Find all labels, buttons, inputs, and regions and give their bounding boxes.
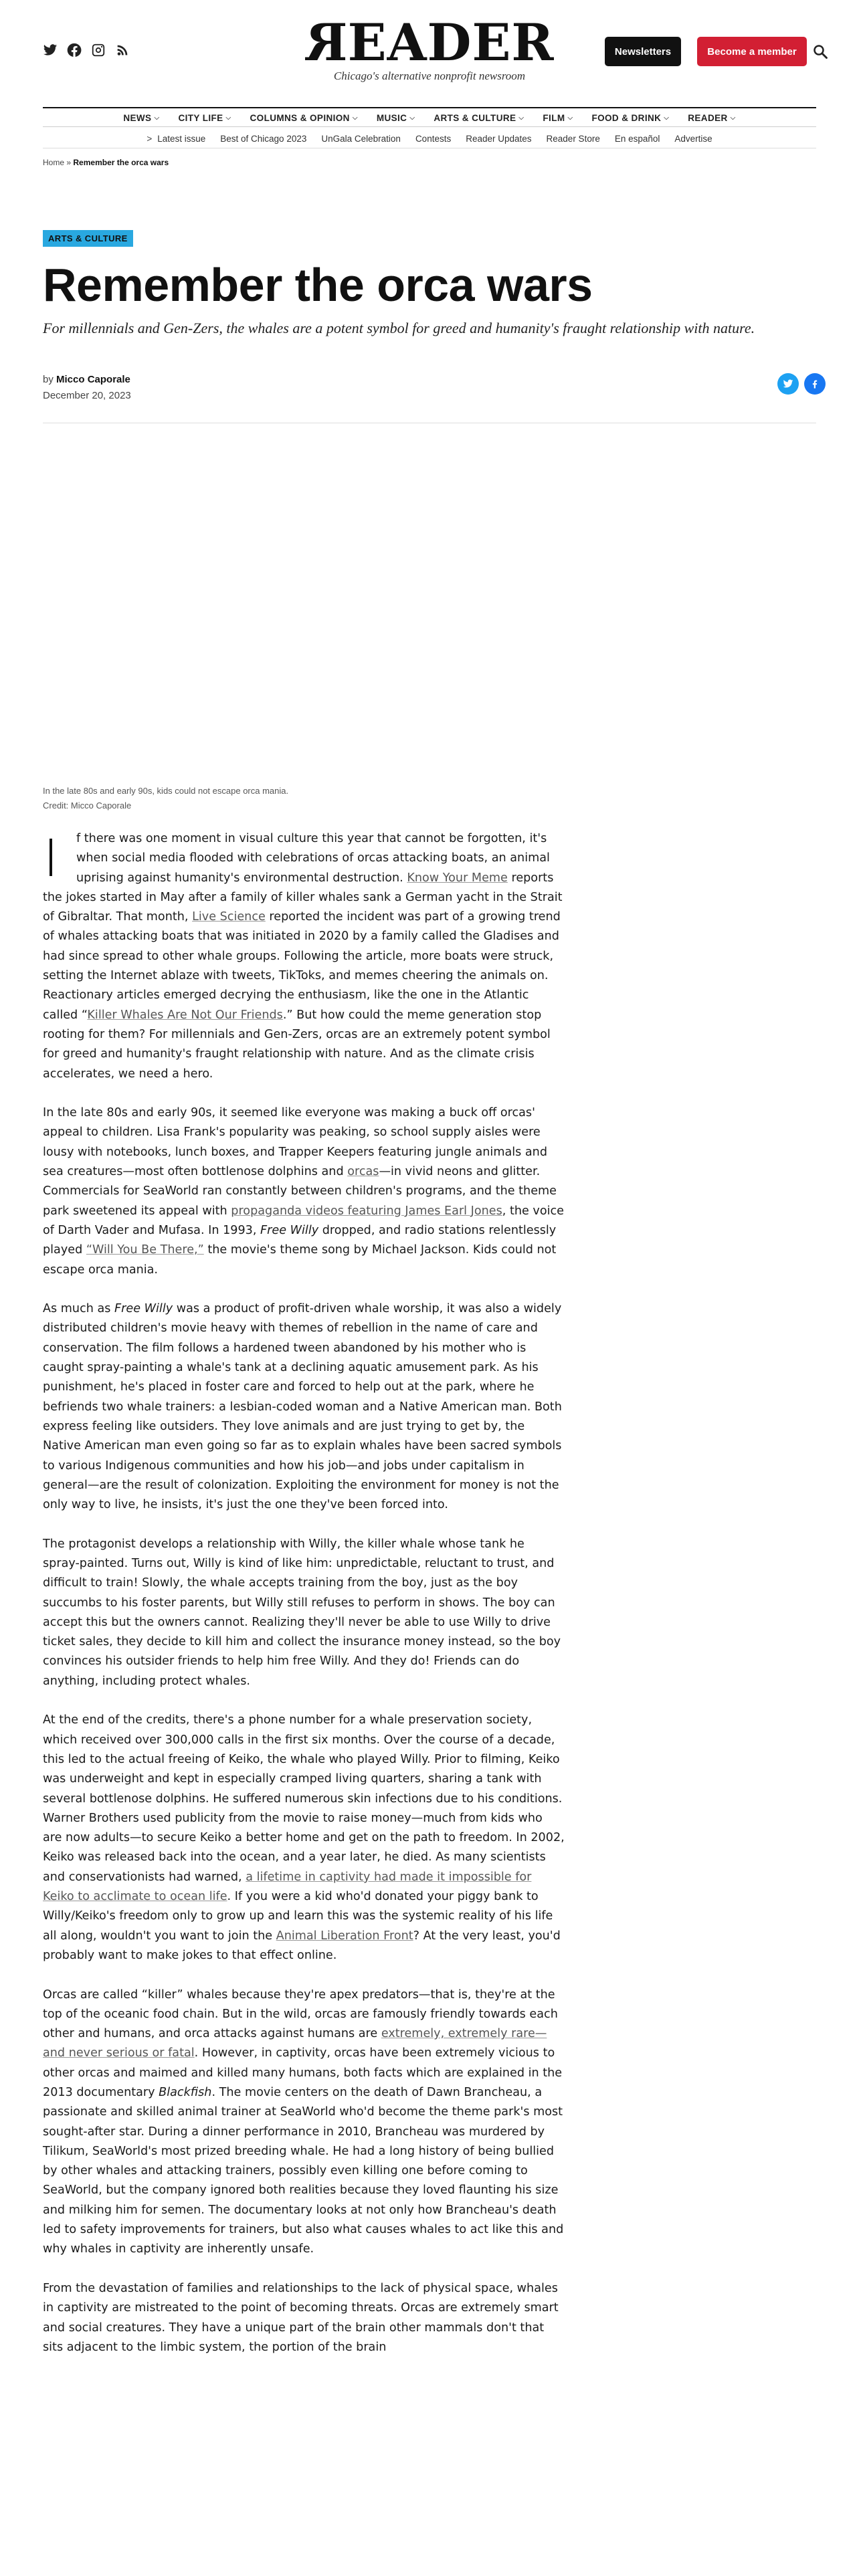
subnav-reader-updates[interactable]: Reader Updates	[466, 134, 532, 144]
article-dek: For millennials and Gen-Zers, the whales are a potent symbol for greed and humanity's fraught relationship with nature.	[43, 320, 755, 336]
link-orcas[interactable]: orcas	[347, 1165, 379, 1179]
link-killer-whales-not-friends[interactable]: Killer Whales Are Not Our Friends	[87, 1008, 283, 1022]
nav-item-columns-opinion[interactable]	[250, 113, 358, 123]
text: As much as	[43, 1302, 115, 1316]
text: . If you were a kid who'd donated your piggy bank to Willy/Keiko's freedom only to grow up and learn this was the systemic reality of his life all along, wouldn't you want to join the	[43, 1890, 553, 1943]
nav-item-music[interactable]	[377, 113, 415, 123]
search-icon[interactable]	[812, 43, 828, 60]
text: ? At the very least, you'd probably want to make jokes to that effect online.	[43, 1929, 561, 1962]
author-link[interactable]: Micco Caporale	[56, 374, 130, 385]
text: reports the jokes started in May after a family of killer whales sank a German yacht in the Strait of Gibraltar. That month,	[43, 871, 563, 924]
chevron-down-icon: ⌵	[154, 114, 160, 122]
main-nav	[43, 107, 816, 127]
paragraph	[43, 829, 565, 1084]
site-header	[43, 13, 816, 86]
nav-item-label: FOOD & DRINK	[591, 113, 662, 123]
link-know-your-meme[interactable]: Know Your Meme	[407, 871, 508, 885]
page-title: Remember the orca wars	[43, 259, 593, 311]
subnav-advertise[interactable]: Advertise	[674, 134, 712, 144]
category-badge[interactable]: ARTS & CULTURE	[43, 230, 133, 247]
drop-cap	[43, 835, 75, 877]
nav-item-reader[interactable]	[688, 113, 735, 123]
logo-wordmark: READER	[304, 13, 555, 72]
nav-item-city-life[interactable]	[178, 113, 231, 123]
chevron-down-icon: ⌵	[664, 114, 670, 122]
film-title: Blackfish	[159, 2086, 212, 2099]
nav-item-film[interactable]	[543, 113, 573, 123]
subnav-en-espanol[interactable]: En español	[614, 134, 660, 144]
paragraph	[43, 1985, 565, 2260]
nav-item-label: ARTS & CULTURE	[434, 113, 516, 123]
facebook-icon	[809, 379, 820, 389]
link-propaganda-videos[interactable]: propaganda videos featuring James Earl Jones	[231, 1204, 502, 1218]
site-tagline: Chicago's alternative nonprofit newsroom	[333, 70, 526, 82]
chevron-down-icon: ⌵	[225, 114, 231, 122]
chevron-down-icon: ⌵	[567, 114, 573, 122]
chevron-down-icon: ⌵	[518, 114, 524, 122]
nav-item-news[interactable]	[123, 113, 159, 123]
text: At the end of the credits, there's a phone number for a whale preservation society, which received over 300,000 calls in the first six months. Over the course of a decade, this led to the actual freeing of Keiko, the whale who played Willy. Prior to filming, Keiko was underweight and kept in especially cramped living quarters, sharing a tank with several bottlenose dolphins. He suffered numerous skin infections due to his conditions. Warner Brothers used publicity from the movie to raise money—much from kids who are now adults—to secure Keiko a better home and get on the path to freedom. In 2002, Keiko was released back into the ocean, and a year later, he died. As many scientists and conservationists had warned,	[43, 1713, 565, 1884]
nav-item-label: CITY LIFE	[178, 113, 223, 123]
caption-text: In the late 80s and early 90s, kids could not escape orca mania.	[43, 786, 289, 796]
subnav-best-of-chicago[interactable]: Best of Chicago 2023	[220, 134, 307, 144]
text: —in vivid neons and glitter. Commercials for SeaWorld ran constantly between children's programs, and the theme park sweetened its appeal with	[43, 1165, 557, 1218]
text: reported the incident was part of a growing trend of whales attacking boats that was initiated in 2020 by a family called the Gladises and had since spread to other whale groups. Following the article, more boats were struck, setting the Internet ablaze with tweets, TikToks, and memes cheering the animals on. Reactionary articles emerged decrying the enthusiasm, like the one in the Atlantic called “	[43, 910, 561, 1022]
breadcrumb-home[interactable]: Home	[43, 158, 65, 167]
text: f there was one moment in visual culture this year that cannot be forgotten, it's when social media flooded with celebrations of orcas attacking boats, an animal uprising against humanity's environmental destruction.	[76, 832, 550, 885]
subnav-latest-issue[interactable]: Latest issue	[157, 134, 206, 144]
image-caption	[43, 784, 288, 813]
secondary-nav	[43, 130, 816, 148]
nav-item-arts-culture[interactable]	[434, 113, 524, 123]
featured-image	[43, 433, 816, 781]
paragraph	[43, 1299, 565, 1515]
text: In the late 80s and early 90s, it seemed like everyone was making a buck off orcas' appeal to children. Lisa Frank's popularity was peaking, so school supply aisles were lousy with notebooks, lunch boxes, and Trapper Keepers featuring jungle animals and sea creatures—most often bottlenose dolphins and	[43, 1106, 547, 1179]
caption-credit: Credit: Micco Caporale	[43, 800, 132, 811]
chevron-down-icon: ⌵	[730, 114, 736, 122]
nav-item-label: NEWS	[123, 113, 152, 123]
facebook-icon[interactable]	[67, 43, 82, 58]
twitter-icon	[783, 379, 793, 389]
text: , the voice of Darth Vader and Mufasa. In 1993,	[43, 1204, 564, 1237]
paragraph	[43, 1103, 565, 1280]
social-links	[43, 43, 130, 58]
site-logo[interactable]	[304, 13, 555, 83]
film-title: Free Willy	[114, 1302, 173, 1316]
chevron-down-icon: ⌵	[352, 114, 358, 122]
subnav-ungala[interactable]: UnGala Celebration	[321, 134, 401, 144]
nav-item-label: READER	[688, 113, 728, 123]
link-live-science[interactable]: Live Science	[192, 910, 266, 924]
text: .” But how could the meme generation stop rooting for them? For millennials and Gen-Zers, orcas are an extremely potent symbol for greed and humanity's fraught relationship with nature. And as the climate crisis accelerates, we need a hero.	[43, 1008, 551, 1081]
instagram-icon[interactable]	[91, 43, 106, 58]
text: Orcas are called “killer” whales because they're apex predators—that is, they're at the top of the oceanic food chain. But in the wild, orcas are famously friendly towards each other and humans, and orca attacks against humans are	[43, 1988, 558, 2041]
twitter-icon[interactable]	[43, 43, 58, 58]
nav-item-label: COLUMNS & OPINION	[250, 113, 350, 123]
text: . However, in captivity, orcas have been extremely vicious to other orcas and maimed and killed many humans, both facts which are explained in the 2013 documentary	[43, 2046, 563, 2099]
nav-item-label: MUSIC	[376, 113, 407, 123]
subnav-contests[interactable]: Contests	[415, 134, 452, 144]
text: was a product of profit-driven whale worship, it was also a widely distributed children's movie heavy with themes of rebellion in the name of care and conservation. The film follows a hardened tween abandoned by his mother who is caught spray-painting a whale's tank at a declining aquatic amusement park. As his punishment, he's placed in foster care and forced to help out at the park, where he befriends two whale trainers: a lesbian-coded woman and a Native American man. Both express feeling like outsiders. They love animals and are just trying to get by, the Native American man even going so far as to explain whales have been sacred symbols to various Indigenous communities and how his job—and jobs under capitalism in general—are the result of colonization. Exploiting the environment for money is not the only way to live, he insists, it's just the one they've been forced into.	[43, 1302, 562, 1512]
breadcrumb-current: Remember the orca wars	[73, 158, 169, 167]
breadcrumb	[43, 158, 169, 167]
rss-icon[interactable]	[115, 43, 130, 58]
chevron-right-icon: >	[147, 134, 153, 144]
article-body	[43, 829, 565, 2377]
byline	[43, 372, 131, 404]
text: . The movie centers on the death of Dawn Brancheau, a passionate and skilled animal trainer at SeaWorld who'd become the theme park's most sought-after star. During a dinner performance in 2010, Brancheau was murdered by Tilikum, SeaWorld's most prized breeding whale. He had a long history of being bullied by other whales and attacking trainers, possibly even killing one before coming to SeaWorld, but the company ignored both realities because they loved flaunting his size and milking him for semen. The documentary looks at not only how Brancheau's death led to safety improvements for trainers, but also what causes whales to act like this and why whales in captivity are inherently unsafe.	[43, 2086, 564, 2256]
link-will-you-be-there[interactable]: “Will You Be There,”	[86, 1243, 204, 1257]
newsletters-button[interactable]: Newsletters	[605, 37, 681, 66]
text: the movie's theme song by Michael Jackson. Kids could not escape orca mania.	[43, 1243, 557, 1277]
nav-item-label: FILM	[543, 113, 565, 123]
publish-date: December 20, 2023	[43, 390, 131, 401]
link-animal-liberation-front[interactable]: Animal Liberation Front	[276, 1929, 413, 1943]
text: dropped, and radio stations relentlessly played	[43, 1223, 557, 1257]
paragraph: From the devastation of families and relationships to the lack of physical space, whales in captivity are mistreated to the point of becoming threats. Orcas are extremely smart and social creatures. They have a unique part of the brain other mammals don't that sits adjacent to the limbic system, the portion of the brain	[43, 2281, 559, 2354]
chevron-down-icon: ⌵	[409, 114, 415, 122]
link-keiko-captivity[interactable]: a lifetime in captivity had made it impossible for Keiko to acclimate to ocean life	[43, 1870, 532, 1904]
share-twitter-button[interactable]	[777, 373, 799, 395]
nav-item-food-drink[interactable]	[591, 113, 669, 123]
subnav-reader-store[interactable]: Reader Store	[546, 134, 600, 144]
byline-prefix: by	[43, 374, 54, 385]
paragraph: The protagonist develops a relationship with Willy, the killer whale whose tank he spray-painted. Turns out, Willy is kind of like him: unpredictable, reluctant to trust, and difficult to train! Slowly, the whale accepts training from the boy, just as the boy succumbs to his foster parents, but Willy still refuses to perform in shows. The boy can accept this but the owners cannot. Realizing they'll never be able to use Willy to drive ticket sales, they decide to kill him and collect the insurance money instead, so the boy convinces his outsider friends to help him free Willy. And they do! Friends can do anything, including protect whales.	[43, 1537, 561, 1688]
become-member-button[interactable]: Become a member	[697, 37, 807, 66]
share-facebook-button[interactable]	[804, 373, 826, 395]
paragraph	[43, 1711, 565, 1965]
breadcrumb-separator: »	[66, 158, 72, 167]
link-orca-attacks-rare[interactable]: extremely, extremely rare—and never serious or fatal	[43, 2027, 547, 2060]
film-title: Free Willy	[260, 1223, 319, 1237]
